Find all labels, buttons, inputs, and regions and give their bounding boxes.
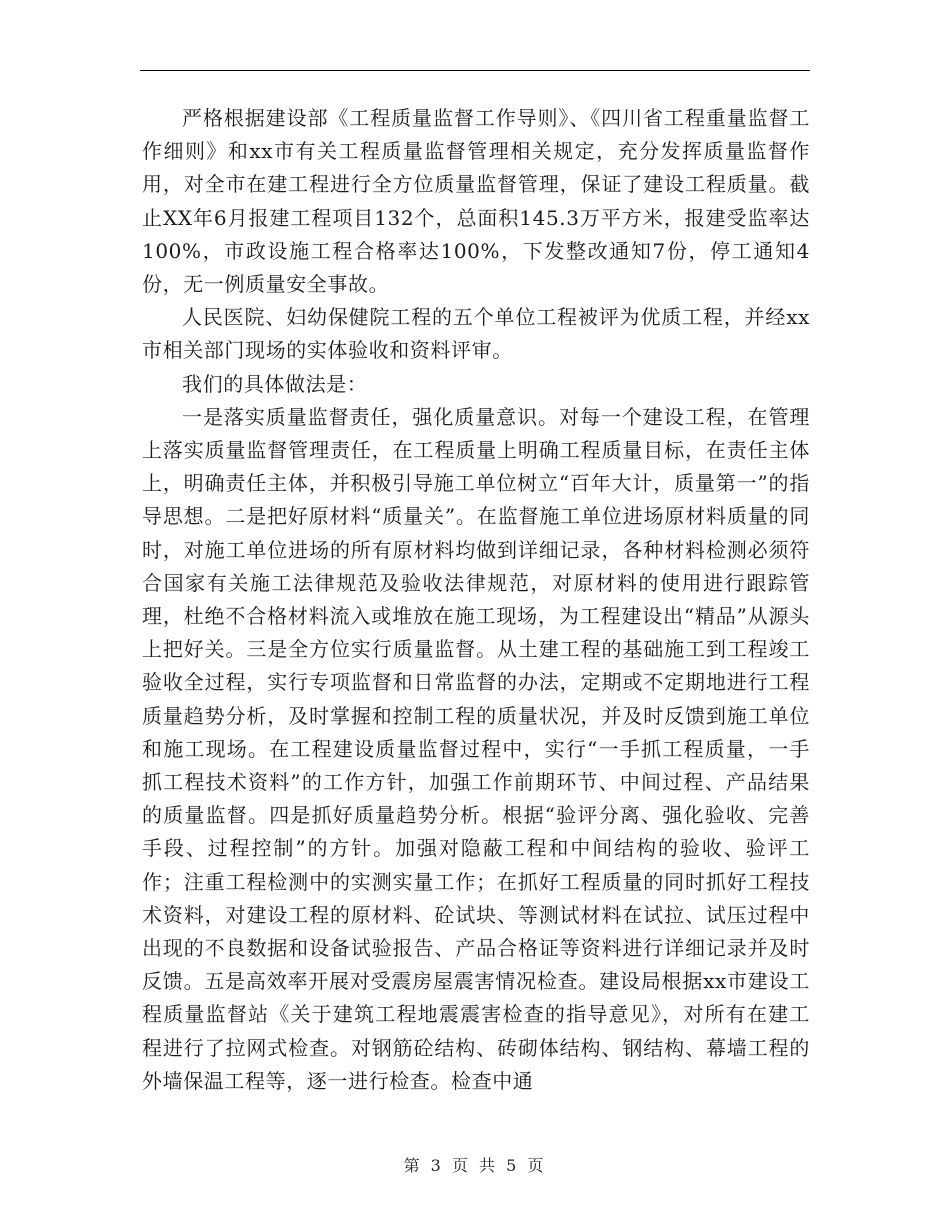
paragraph: 人民医院、妇幼保健院工程的五个单位工程被评为优质工程，并经xx市相关部门现场的实体验收和资料评审。 <box>142 305 810 363</box>
document-body <box>142 102 810 1098</box>
paragraph: 一是落实质量监督责任，强化质量意识。对每一个建设工程，在管理上落实质量监督管理责任，在工程质量上明确工程质量目标，在责任主体上，明确责任主体，并积极引导施工单位树立“百年大计，质量第一”的指导思想。二是把好原材料“质量关”。在监督施工单位进场原材料质量的同时，对施工单位进场的所有原材料均做到详细记录，各种材料检测必须符合国家有关施工法律规范及验收法律规范，对原材料的使用进行跟踪管理，杜绝不合格材料流入或堆放在施工现场，为工程建设出“精品”从源头上把好关。三是全方位实行质量监督。从土建工程的基础施工到工程竣工验收全过程，实行专项监督和日常监督的办法，定期或不定期地进行工程质量趋势分析，及时掌握和控制工程的质量状况，并及时反馈到施工单位和施工现场。在工程建设质量监督过程中，实行“一手抓工程质量，一手抓工程技术资料”的工作方针，加强工作前期环节、中间过程、产品结果的质量监督。四是抓好质量趋势分析。根据“验评分离、强化验收、完善手段、过程控制”的方针。加强对隐蔽工程和中间结构的验收、验评工作；注重工程检测中的实测实量工作；在抓好工程质量的同时抓好工程技术资料，对建设工程的原材料、砼试块、等测试材料在试拉、试压过程中出现的不良数据和设备试验报告、产品合格证等资料进行详细记录并及时反馈。五是高效率开展对受震房屋震害情况检查。建设局根据xx市建设工程质量监督站《关于建筑工程地震震害检查的指导意见》，对所有在建工程进行了拉网式检查。对钢筋砼结构、砖砌体结构、钢结构、幕墙工程的外墙保温工程等，逐一进行检查。检查中通 <box>142 404 810 1093</box>
paragraph: 严格根据建设部《工程质量监督工作导则》、《四川省工程重量监督工作细则》和xx市有关工程质量监督管理相关规定，充分发挥质量监督作用，对全市在建工程进行全方位质量监督管理，保证了建设工程质量。截止XX年6月报建工程项目132个，总面积145.3万平方米，报建受监率达100%，市政设施工程合格率达100%，下发整改通知7份，停工通知4份，无一例质量安全事故。 <box>142 106 810 297</box>
header-rule <box>140 70 810 71</box>
paragraph: 我们的具体做法是： <box>182 371 368 396</box>
page-number-footer: 第 3 页 共 5 页 <box>403 1156 547 1175</box>
